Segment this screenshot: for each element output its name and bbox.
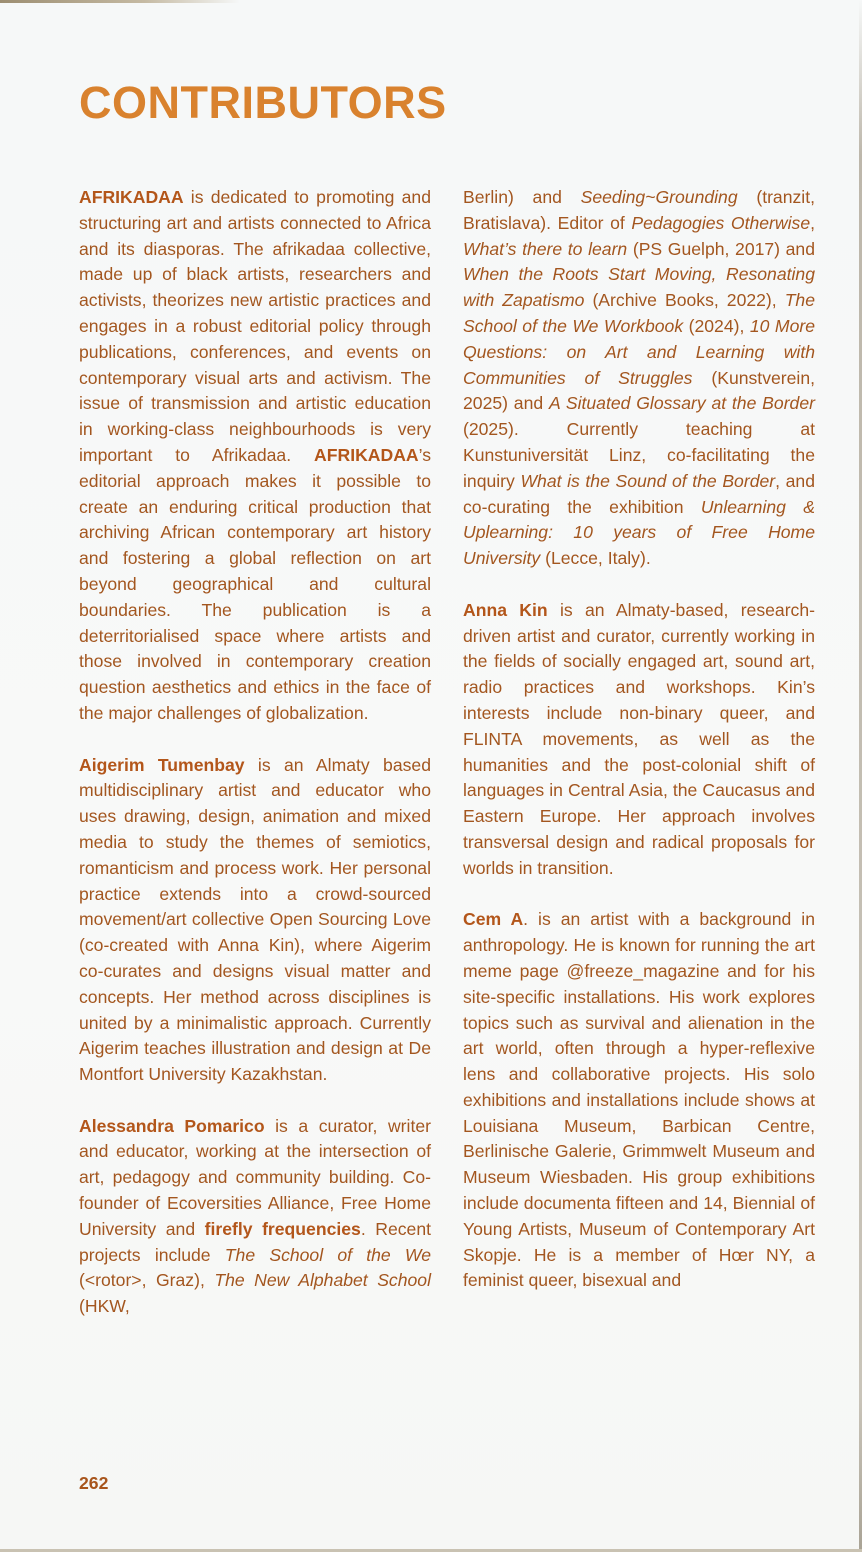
bio-text: (HKW, <box>79 1296 130 1317</box>
page-number: 262 <box>79 1473 109 1493</box>
contributor-bio-alessandra-pomarico-continued <box>463 185 815 572</box>
contributor-name: Aigerim Tumenbay <box>79 754 245 775</box>
italic-title: 10 More Questions: on Art and Learning with Communities of Struggles <box>463 315 815 388</box>
bio-text: (2024), <box>683 315 750 336</box>
bio-text: is a curator, writer and educator, working at the intersection of art, pedagogy and community building. Co-founder of Ecoversities Alliance, Free Home University and <box>79 1115 431 1239</box>
contributor-bio-alessandra-pomarico <box>79 1114 431 1320</box>
italic-title: Seeding~Grounding <box>580 187 738 207</box>
italic-title: The School of the We Workbook <box>463 290 816 336</box>
bio-text: , and co-curating the exhibition <box>463 470 815 517</box>
bold-project-name: firefly frequencies <box>204 1218 361 1239</box>
italic-title: The New Alphabet School <box>214 1270 431 1291</box>
bio-text: . Recent projects include <box>79 1218 431 1265</box>
left-column <box>79 185 431 1320</box>
bio-text: ’s editorial approach makes it possible to create an enduring critical production that archiving African contemporary art history and fostering a global reflection on art beyond geographical and cultural boundaries. The publication is a deterritorialised space where artists and those involved in contemporary creation question aesthetics and ethics in the face of the major challenges of globalization. <box>79 444 431 723</box>
bio-text: is an Almaty-based, research-driven artist and curator, currently working in the fields of socially engaged art, sound art, radio practices and workshops. Kin’s interests include non-binary queer, and FLINTA movements, as well as the humanities and the post-colonial shift of languages in Central Asia, the Caucasus and Eastern Europe. Her approach involves transversal design and radical proposals for worlds in transition. <box>463 599 815 878</box>
italic-title: When the Roots Start Moving, Resonating with Zapatismo <box>463 264 815 311</box>
bio-text: (2025). Currently teaching at Kunstuniversität Linz, co-facilitating the inquiry <box>463 419 815 491</box>
contributor-bio-aigerim-tumenbay <box>79 753 431 1088</box>
italic-title: What’s there to learn <box>463 238 628 259</box>
contributor-name: AFRIKADAA <box>79 187 184 207</box>
contributor-name-inline: AFRIKADAA <box>314 444 419 465</box>
page-top-edge-shadow <box>0 0 240 3</box>
bio-text: , <box>810 212 815 233</box>
right-column <box>463 185 815 1294</box>
italic-title: The School of the We <box>224 1244 431 1265</box>
contributor-bio-afrikadaa <box>79 185 431 727</box>
bio-text: (<rotor>, Graz), <box>79 1270 215 1291</box>
bio-text: (Lecce, Italy). <box>540 548 651 569</box>
bio-text: . is an artist with a background in anthropology. He is known for running the art meme page @freeze_magazine and for his site-specific installations. His work explores topics such as survival and alienation in the art world, often through a hyper-reflexive lens and collaborative projects. His solo exhibitions and installations include shows at Louisiana Museum, Barbican Centre, Berlinische Galerie, Grimmwelt Museum and Museum Wiesbaden. His group exhibitions include documenta fifteen and 14, Biennial of Young Artists, Museum of Contemporary Art Skopje. He is a member of Hœr NY, a feminist queer, bisexual and <box>463 909 816 1291</box>
contributor-name: Anna Kin <box>463 599 548 620</box>
bio-text: is dedicated to promoting and structuring art and artists connected to Africa and its diasporas. The afrikadaa collective, made up of black artists, researchers and activists, theorizes new artistic practices and engages in a robust editorial policy through publications, conferences, and events on contemporary visual arts and activism. The issue of transmission and artistic education in working-class neighbourhoods is very important to Afrikadaa. <box>79 187 431 465</box>
contributor-bio-cem-a <box>463 907 815 1294</box>
contributor-bio-anna-kin <box>463 598 815 882</box>
bio-text: is an Almaty based multidisciplinary artist and educator who uses drawing, design, animation and mixed media to study the themes of semiotics, romanticism and process work. Her personal practice extends into a crowd-sourced movement/art collective Open Sourcing Love (co-created with Anna Kin), where Aigerim co-curates and designs visual matter and concepts. Her method across disciplines is united by a minimalistic approach. Currently Aigerim teaches illustration and design at De Montfort University Kazakhstan. <box>79 754 431 1085</box>
bio-text: (PS Guelph, 2017) and <box>627 238 816 259</box>
page-title: CONTRIBUTORS <box>79 77 447 128</box>
bio-text: (Kunstverein, 2025) and <box>463 367 816 414</box>
contributor-name: Cem A <box>463 909 524 930</box>
bio-text: (tranzit, Bratislava). Editor of <box>463 187 815 233</box>
italic-title: What is the Sound of the Border <box>520 470 776 491</box>
bio-text: (Archive Books, 2022), <box>584 290 785 311</box>
italic-title: Pedagogies Otherwise <box>631 212 811 233</box>
bio-text: Berlin) and <box>463 187 581 207</box>
italic-title: Unlearning & Uplearning: 10 years of Free Home University <box>463 496 815 569</box>
contributor-name: Alessandra Pomarico <box>79 1115 265 1136</box>
italic-title: A Situated Glossary at the Border <box>548 393 815 414</box>
